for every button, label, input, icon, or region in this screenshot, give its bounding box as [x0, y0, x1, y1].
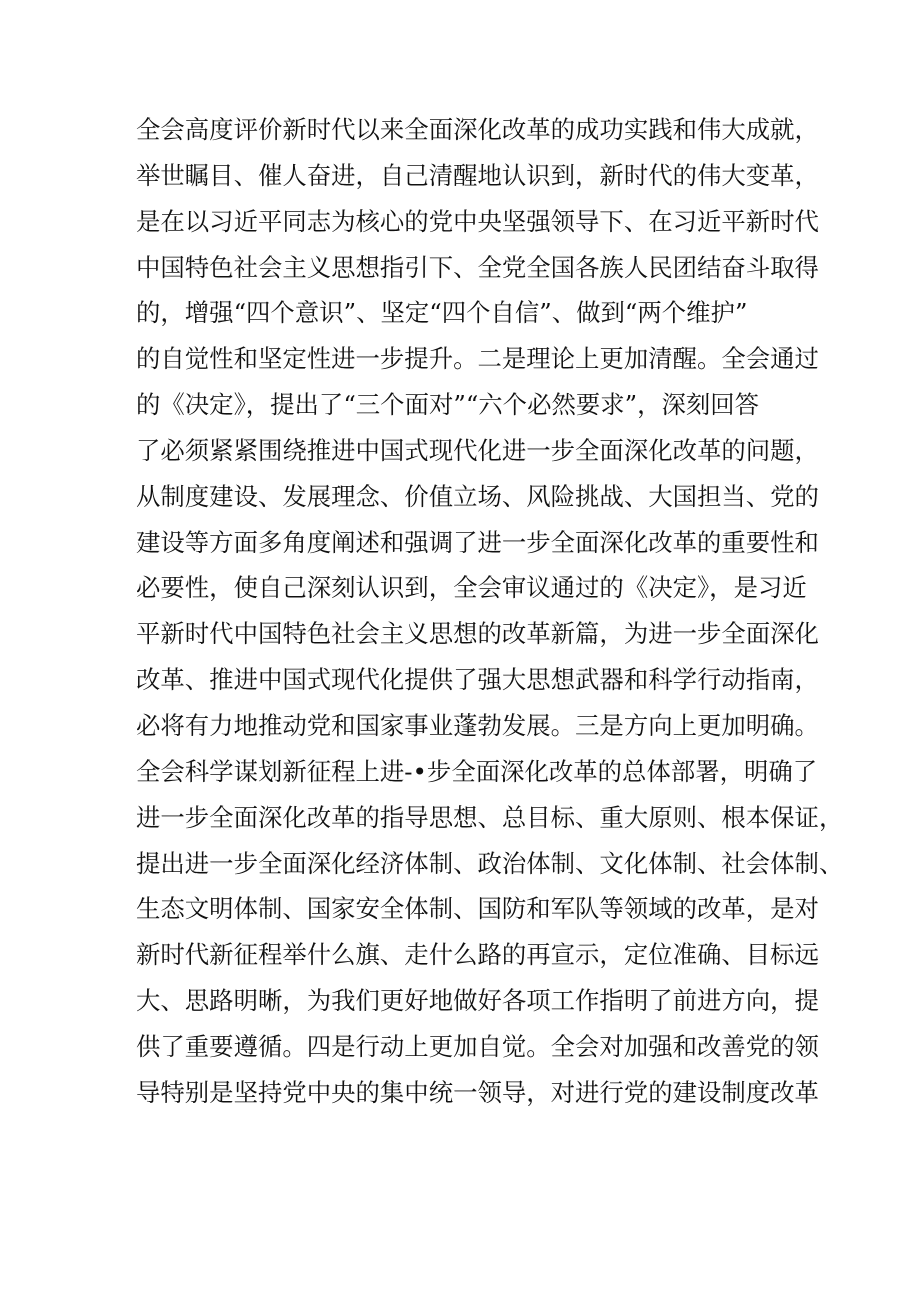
- text-line: 中国特色社会主义思想指引下、全党全国各族人民团结奋斗取得: [136, 252, 819, 282]
- text-line: 生态文明体制、国家安全体制、国防和军队等领域的改革，是对: [136, 894, 819, 924]
- text-line: 的，增强“四个意识”、坚定“四个自信”、做到“两个维护”: [136, 298, 748, 328]
- text-line: 必要性，使自己深刻认识到，全会审议通过的《决定》，是习近: [136, 573, 807, 603]
- text-line: 的自觉性和坚定性进一步提升。二是理论上更加清醒。全会通过: [136, 344, 819, 374]
- text-line: 改革、推进中国式现代化提供了强大思想武器和科学行动指南，: [136, 665, 819, 695]
- text-line: 平新时代中国特色社会主义思想的改革新篇，为进一步全面深化: [136, 619, 819, 649]
- text-line: 新时代新征程举什么旗、走什么路的再宣示，定位准确、目标远: [136, 940, 819, 970]
- text-line: 了必须紧紧围绕推进中国式现代化进一步全面深化改革的问题，: [136, 435, 819, 465]
- text-line: 的《决定》，提出了“三个面对”“六个必然要求”，深刻回答: [136, 390, 760, 420]
- text-line: 是在以习近平同志为核心的党中央坚强领导下、在习近平新时代: [136, 206, 819, 236]
- text-line: 大、思路明晰，为我们更好地做好各项工作指明了前进方向，提: [136, 986, 819, 1016]
- text-line: 全会高度评价新时代以来全面深化改革的成功实践和伟大成就，: [136, 115, 819, 144]
- text-line: 提出进一步全面深化经济体制、政治体制、文化体制、社会体制、: [136, 848, 844, 878]
- text-line: 建设等方面多角度阐述和强调了进一步全面深化改革的重要性和: [136, 527, 819, 557]
- text-line: 全会科学谋划新征程上进-•步全面深化改革的总体部署，明确了: [136, 756, 818, 786]
- text-line: 必将有力地推动党和国家事业蓬勃发展。三是方向上更加明确。: [136, 710, 819, 740]
- text-line: 进一步全面深化改革的指导思想、总目标、重大原则、根本保证，: [136, 802, 844, 832]
- text-line: 从制度建设、发展理念、价值立场、风险挑战、大国担当、党的: [136, 481, 819, 511]
- text-line: 举世瞩目、催人奋进，自己清醒地认识到，新时代的伟大变革，: [136, 160, 819, 190]
- text-line: 供了重要遵循。四是行动上更加自觉。全会对加强和改善党的领: [136, 1031, 819, 1061]
- body-text: [136, 110, 844, 1119]
- text-line: 导特别是坚持党中央的集中统一领导，对进行党的建设制度改革: [136, 1077, 819, 1107]
